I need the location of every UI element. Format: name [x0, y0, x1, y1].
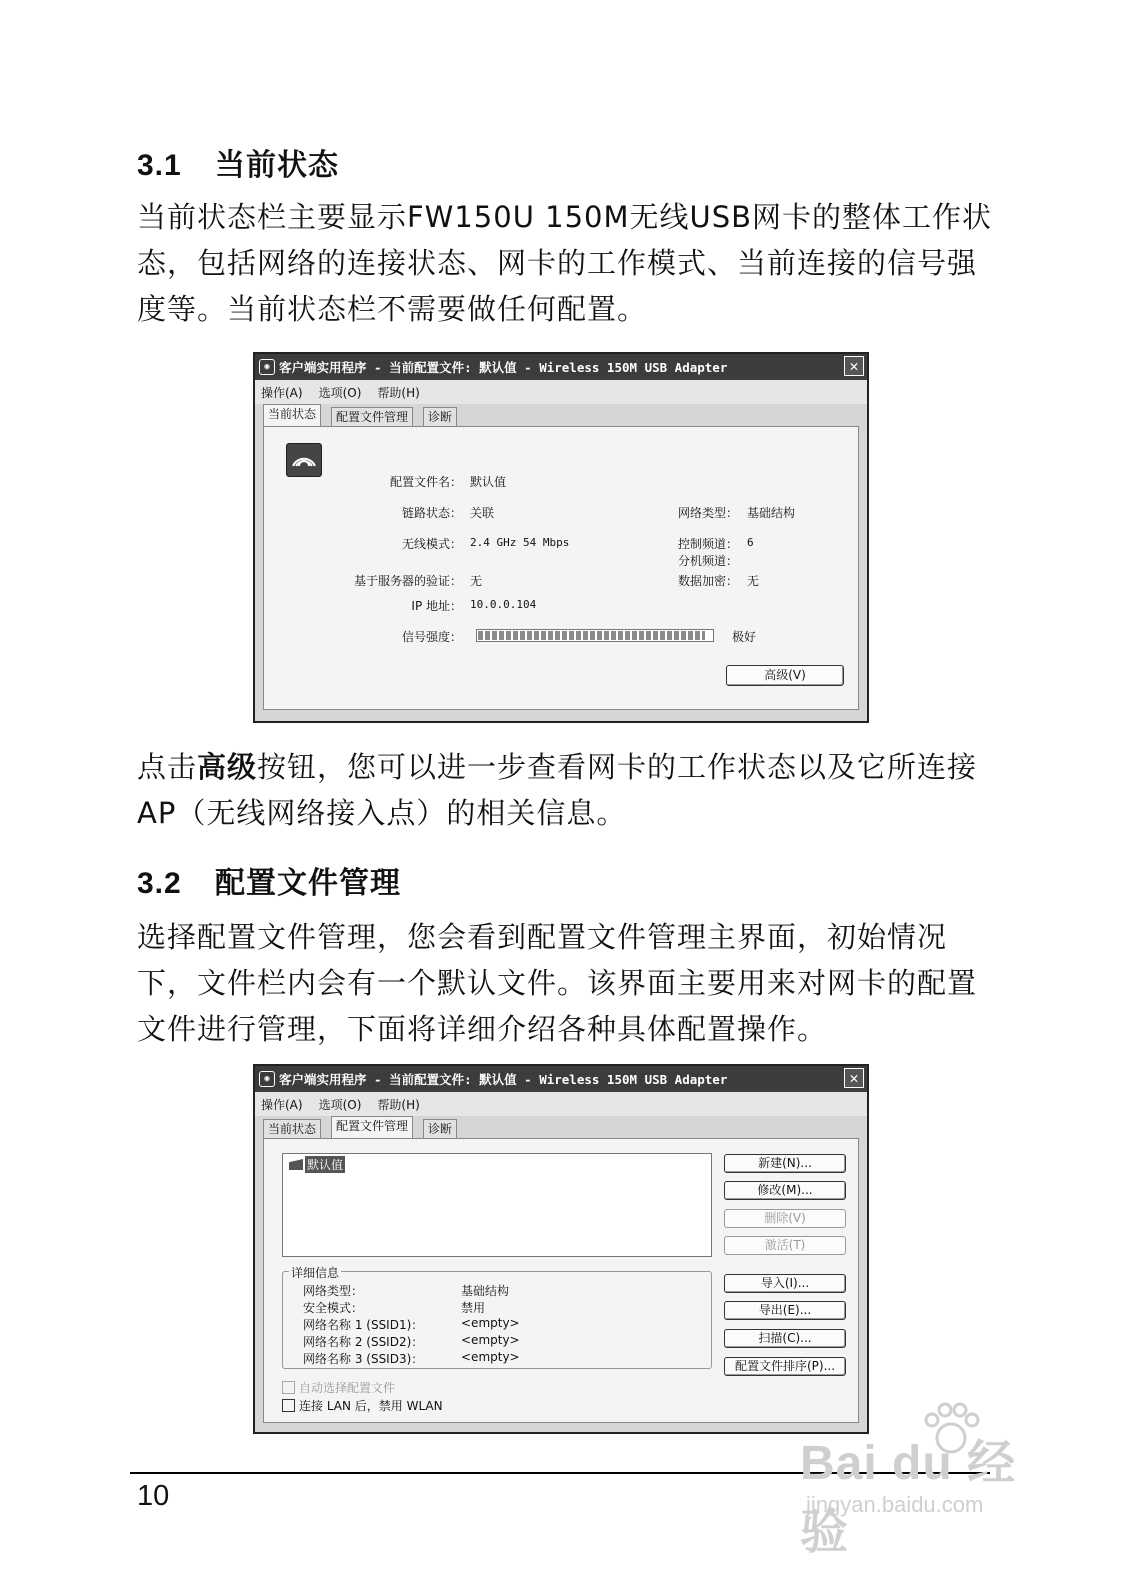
window-title: 客户端实用程序 - 当前配置文件: 默认值 - Wireless 150M USB Adapter — [279, 360, 728, 375]
tab-profile-management[interactable]: 配置文件管理 — [331, 1116, 413, 1138]
section-heading-3-2 — [137, 858, 401, 902]
export-profile-button[interactable]: 导出(E)... — [724, 1301, 846, 1320]
menu-options[interactable]: 选项(O) — [318, 1097, 362, 1112]
link-status-value: 关联 — [470, 506, 495, 520]
profile-icon — [289, 1159, 303, 1170]
close-button[interactable]: ✕ — [844, 1068, 864, 1088]
ip-address-value: 10.0.0.104 — [470, 598, 537, 611]
tab-diagnostics[interactable]: 诊断 — [423, 407, 457, 426]
window-titlebar — [255, 354, 867, 380]
auto-select-checkbox[interactable] — [282, 1381, 295, 1394]
disable-wlan-checkbox[interactable] — [282, 1399, 295, 1412]
disable-wlan-label: 连接 LAN 后，禁用 WLAN — [299, 1399, 443, 1413]
menu-options[interactable]: 选项(O) — [318, 385, 362, 400]
page-number: 10 — [137, 1480, 170, 1512]
watermark-url: jingyan.baidu.com — [806, 1492, 984, 1517]
status-pane — [263, 426, 859, 710]
tab-strip — [263, 1118, 859, 1138]
para-text-1: 点击 — [137, 750, 198, 784]
signal-strength-fill — [478, 631, 705, 640]
close-button[interactable]: ✕ — [844, 356, 864, 376]
tab-diagnostics[interactable]: 诊断 — [423, 1119, 457, 1138]
advanced-paragraph — [137, 744, 997, 836]
wifi-app-icon: ◉ — [259, 1071, 275, 1087]
section-heading-3-1 — [137, 140, 339, 184]
delete-profile-button[interactable]: 删除(V) — [724, 1209, 846, 1228]
menu-help[interactable]: 帮助(H) — [377, 385, 420, 400]
signal-strength-label: 信号强度： — [401, 630, 462, 644]
section-title: 当前状态 — [215, 148, 339, 183]
server-auth-label: 基于服务器的验证： — [353, 574, 462, 588]
tab-current-status[interactable]: 当前状态 — [263, 404, 321, 426]
detail-value: 基础结构 — [461, 1284, 510, 1298]
signal-strength-bar — [476, 629, 714, 642]
modify-profile-button[interactable]: 修改(M)... — [724, 1181, 846, 1200]
section-number: 3.2 — [137, 867, 182, 900]
window-titlebar — [255, 1066, 867, 1092]
auto-select-option[interactable] — [282, 1379, 395, 1396]
wireless-mode-label: 无线模式： — [401, 537, 462, 551]
menu-help[interactable]: 帮助(H) — [377, 1097, 420, 1112]
watermark-brand: Bai du 经验 — [800, 1437, 1017, 1559]
profile-order-button[interactable]: 配置文件排序(P)... — [724, 1357, 846, 1376]
detail-label: 网络名称 2 (SSID2)： — [303, 1335, 424, 1349]
network-type-value: 基础结构 — [747, 506, 796, 520]
details-title: 详细信息 — [291, 1266, 340, 1280]
profile-pane — [263, 1138, 859, 1423]
advanced-keyword: 高级 — [197, 750, 258, 784]
control-channel-value: 6 — [747, 536, 754, 549]
profile-default-name: 默认值 — [307, 1158, 344, 1172]
detail-value: <empty> — [461, 1350, 520, 1364]
import-profile-button[interactable]: 导入(I)... — [724, 1274, 846, 1293]
data-encryption-value: 无 — [747, 574, 760, 588]
intro-paragraph: 当前状态栏主要显示FW150U 150M无线USB网卡的整体工作状态，包括网络的连接状态、网卡的工作模式、当前连接的信号强度等。当前状态栏不需要做任何配置。 — [137, 200, 993, 326]
detail-value: <empty> — [461, 1316, 520, 1330]
server-auth-value: 无 — [470, 574, 483, 588]
detail-value: 禁用 — [461, 1301, 486, 1315]
tab-strip — [263, 406, 859, 426]
section-number: 3.1 — [137, 149, 182, 182]
link-status-label: 链路状态： — [401, 506, 462, 520]
profile-window — [253, 1064, 869, 1434]
new-profile-button[interactable]: 新建(N)... — [724, 1154, 846, 1173]
data-encryption-label: 数据加密： — [677, 574, 738, 588]
profile-management-paragraph: 选择配置文件管理，您会看到配置文件管理主界面，初始情况下，文件栏内会有一个默认文件。该界面主要用来对网卡的配置文件进行管理，下面将详细介绍各种具体配置操作。 — [137, 920, 978, 1046]
activate-profile-button[interactable]: 激活(T) — [724, 1236, 846, 1255]
disable-wlan-option[interactable] — [282, 1397, 443, 1414]
signal-strength-text: 极好 — [732, 630, 757, 644]
window-title: 客户端实用程序 - 当前配置文件: 默认值 - Wireless 150M USB Adapter — [279, 1072, 728, 1087]
ip-address-label: IP 地址： — [411, 599, 462, 613]
detail-label: 网络名称 3 (SSID3)： — [303, 1352, 424, 1366]
baidu-watermark — [800, 1400, 1060, 1559]
menu-action[interactable]: 操作(A) — [261, 385, 303, 400]
menu-action[interactable]: 操作(A) — [261, 1097, 303, 1112]
status-window — [253, 352, 869, 723]
network-type-label: 网络类型： — [677, 506, 738, 520]
detail-label: 网络名称 1 (SSID1)： — [303, 1318, 424, 1332]
detail-label: 安全模式： — [303, 1301, 364, 1315]
profile-list[interactable] — [282, 1153, 712, 1257]
advanced-button[interactable]: 高级(V) — [726, 665, 844, 686]
profile-name-value: 默认值 — [470, 475, 507, 489]
auto-select-label: 自动选择配置文件 — [299, 1381, 396, 1395]
wireless-mode-value: 2.4 GHz 54 Mbps — [470, 536, 570, 549]
list-item[interactable] — [289, 1156, 345, 1173]
menubar — [255, 1092, 867, 1116]
tab-profile-management[interactable]: 配置文件管理 — [331, 407, 413, 426]
tab-current-status[interactable]: 当前状态 — [263, 1119, 321, 1138]
control-channel-label: 控制频道： — [677, 537, 738, 551]
profile-name-label: 配置文件名： — [389, 475, 462, 489]
extension-channel-label: 分机频道： — [677, 554, 738, 568]
wifi-app-icon: ◉ — [259, 359, 275, 375]
wireless-signal-icon — [286, 443, 322, 477]
detail-label: 网络类型： — [303, 1284, 364, 1298]
scan-button[interactable]: 扫描(C)... — [724, 1329, 846, 1348]
menubar — [255, 380, 867, 404]
detail-value: <empty> — [461, 1333, 520, 1347]
section-title: 配置文件管理 — [215, 866, 401, 901]
details-group — [282, 1266, 712, 1369]
para-text-2: 按钮，您可以进一步查看网卡的工作状态以及它所连接AP（无线网络接入点）的相关信息。 — [137, 750, 978, 830]
